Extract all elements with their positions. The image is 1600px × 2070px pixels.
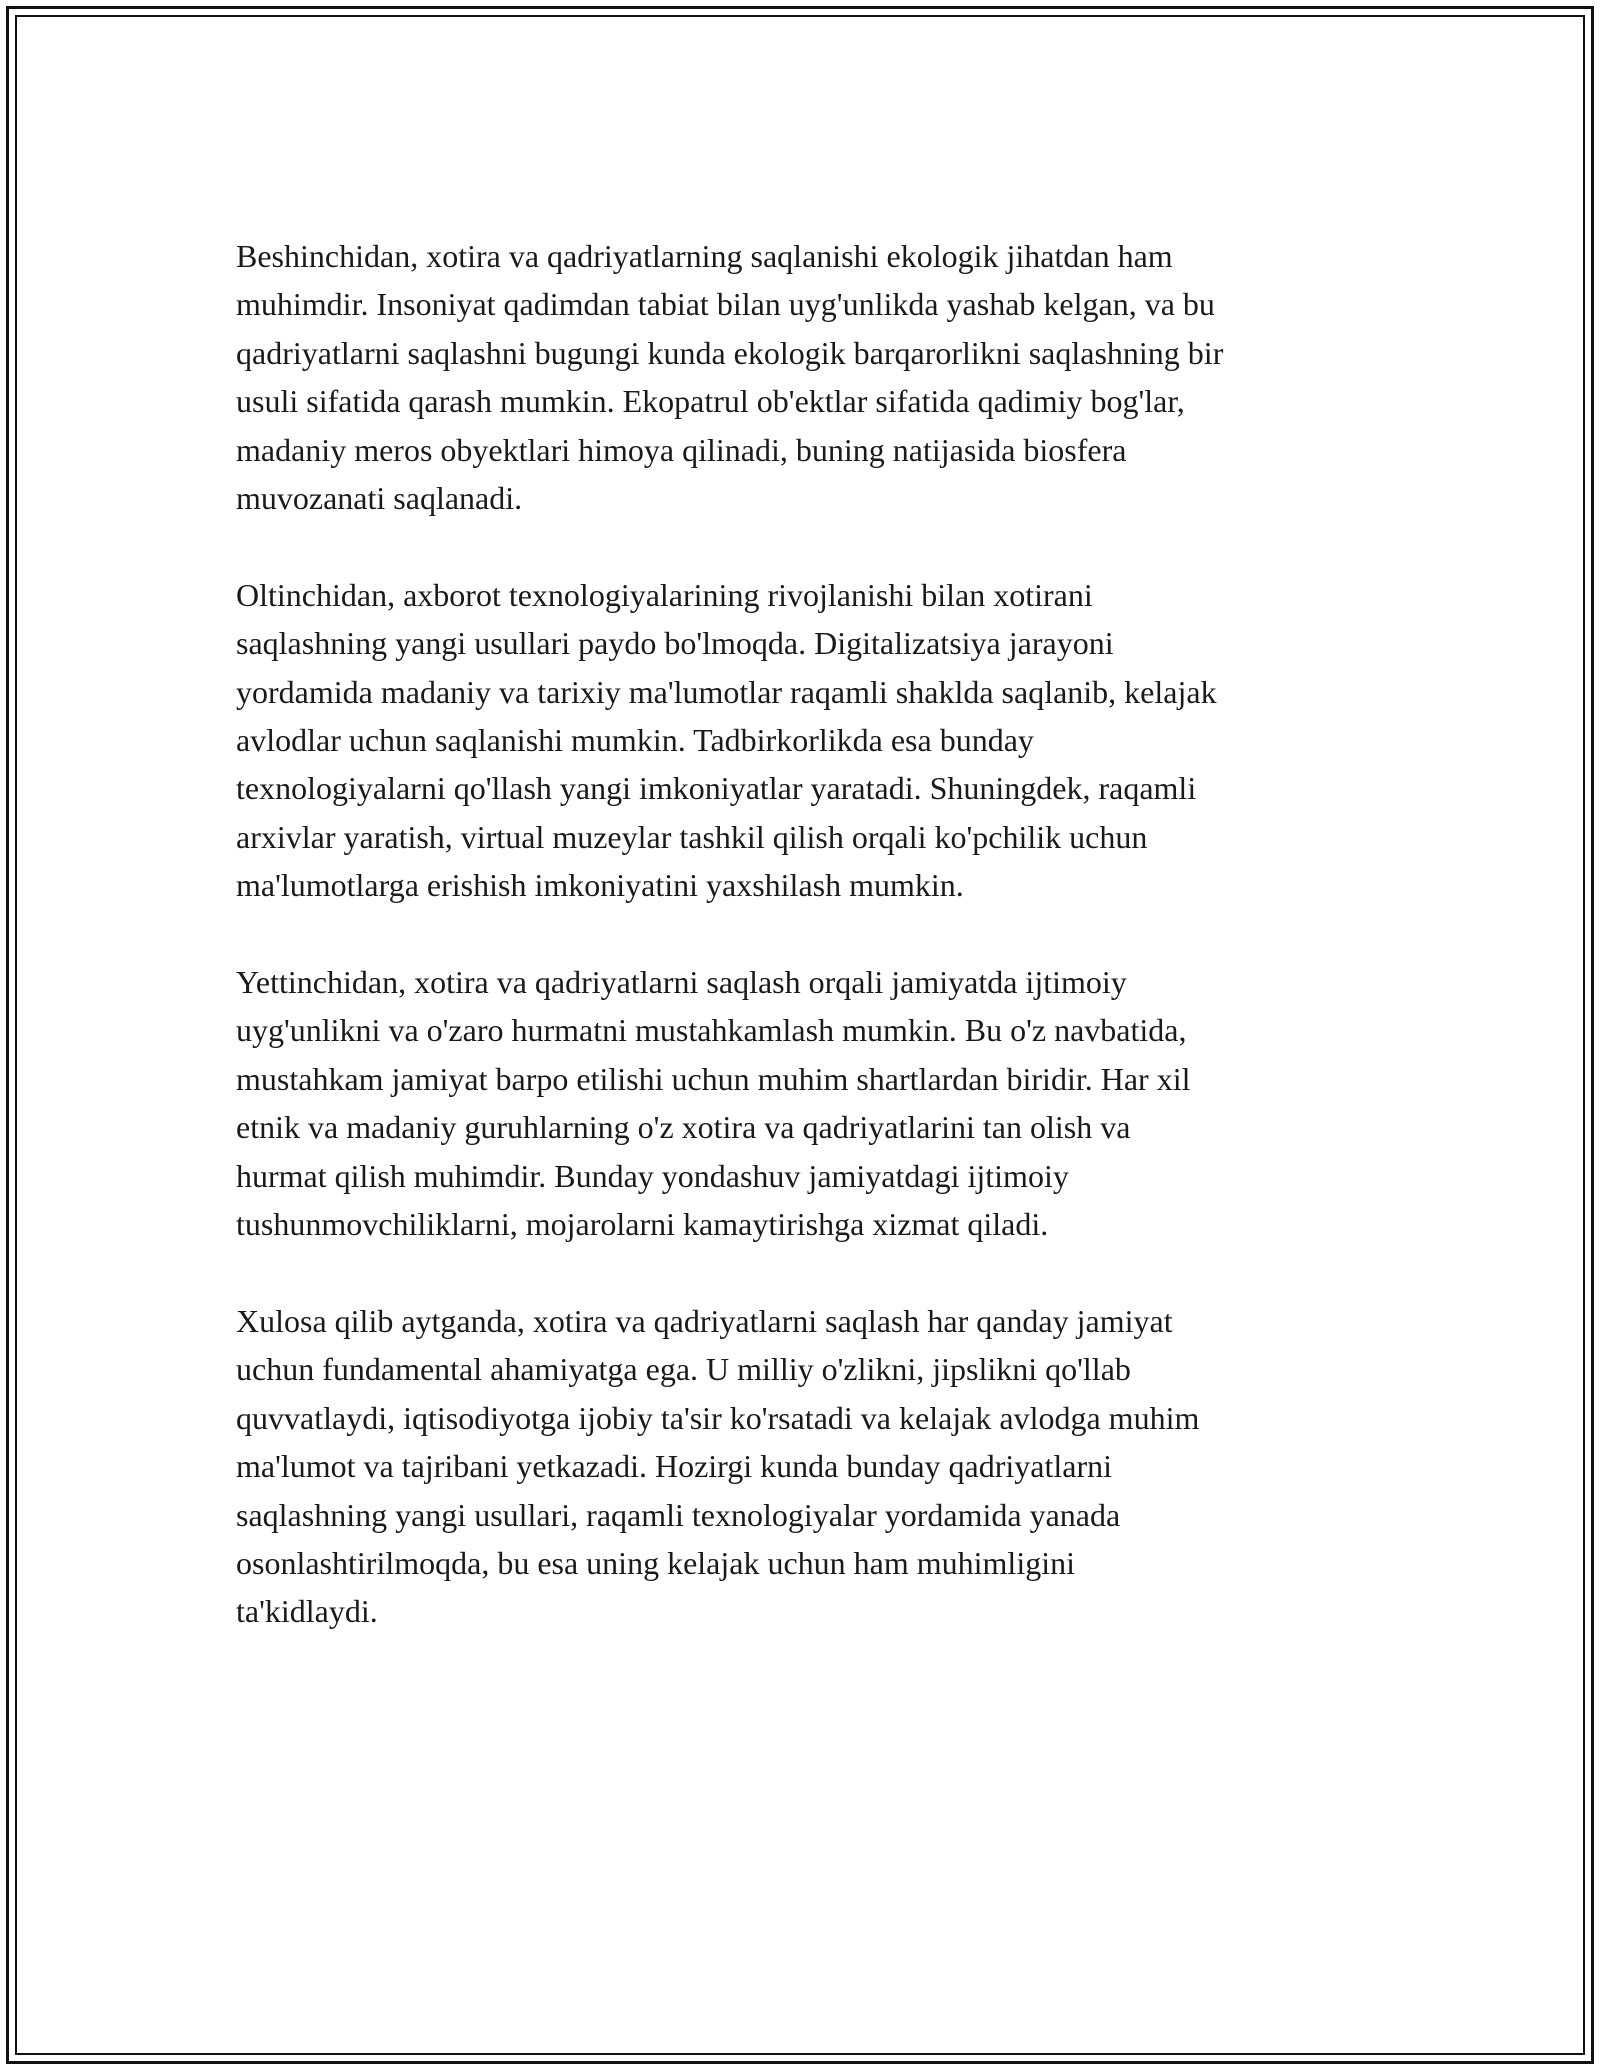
document-body (236, 232, 1386, 1636)
text-line: qadriyatlarni saqlashni bugungi kunda ekologik barqarorlikni saqlashning bir (236, 334, 1224, 371)
text-line: saqlashning yangi usullari, raqamli texnologiyalar yordamida yanada (236, 1496, 1121, 1533)
text-line: muhimdir. Insoniyat qadimdan tabiat bilan uyg'unlikda yashab kelgan, va bu (236, 286, 1215, 323)
text-line: osonlashtirilmoqda, bu esa uning kelajak uchun ham muhimligini (236, 1544, 1075, 1581)
text-line: Beshinchidan, xotira va qadriyatlarning saqlanishi ekologik jihatdan ham (236, 238, 1173, 274)
paragraph-yettinchidan (236, 958, 1386, 1248)
text-line: quvvatlaydi, iqtisodiyotga ijobiy ta'sir ko'rsatadi va kelajak avlodga muhim (236, 1399, 1200, 1436)
paragraph-oltinchidan (236, 571, 1386, 910)
text-line: uyg'unlikni va o'zaro hurmatni mustahkamlash mumkin. Bu o'z navbatida, (236, 1012, 1187, 1049)
text-line: madaniy meros obyektlari himoya qilinadi, buning natijasida biosfera (236, 431, 1127, 468)
paragraph-xulosa (236, 1297, 1386, 1636)
paragraph-beshinchidan (236, 232, 1386, 522)
text-line: ta'kidlaydi. (236, 1593, 378, 1630)
text-line: ma'lumotlarga erishish imkoniyatini yaxshilash mumkin. (236, 867, 964, 904)
text-line: Yettinchidan, xotira va qadriyatlarni saqlash orqali jamiyatda ijtimoiy (236, 964, 1127, 1001)
text-line: Xulosa qilib aytganda, xotira va qadriyatlarni saqlash har qanday jamiyat (236, 1302, 1173, 1339)
text-line: ma'lumot va tajribani yetkazadi. Hozirgi kunda bunday qadriyatlarni (236, 1448, 1113, 1485)
text-line: Oltinchidan, axborot texnologiyalarining rivojlanishi bilan xotirani (236, 576, 1093, 613)
text-line: muvozanati saqlanadi. (236, 480, 523, 517)
text-line: arxivlar yaratish, virtual muzeylar tashkil qilish orqali ko'pchilik uchun (236, 818, 1148, 855)
text-line: saqlashning yangi usullari paydo bo'lmoqda. Digitalizatsiya jarayoni (236, 625, 1114, 662)
text-line: yordamida madaniy va tarixiy ma'lumotlar raqamli shaklda saqlanib, kelajak (236, 673, 1217, 710)
text-line: usuli sifatida qarash mumkin. Ekopatrul ob'ektlar sifatida qadimiy bog'lar, (236, 383, 1185, 420)
text-line: etnik va madaniy guruhlarning o'z xotira va qadriyatlarini tan olish va (236, 1109, 1131, 1146)
text-line: texnologiyalarni qo'llash yangi imkoniyatlar yaratadi. Shuningdek, raqamli (236, 770, 1197, 807)
text-line: uchun fundamental ahamiyatga ega. U milliy o'zlikni, jipslikni qo'llab (236, 1351, 1131, 1388)
text-line: hurmat qilish muhimdir. Bunday yondashuv jamiyatdagi ijtimoiy (236, 1157, 1069, 1194)
text-line: mustahkam jamiyat barpo etilishi uchun muhim shartlardan biridir. Har xil (236, 1060, 1191, 1097)
text-line: avlodlar uchun saqlanishi mumkin. Tadbirkorlikda esa bunday (236, 722, 1034, 759)
text-line: tushunmovchiliklarni, mojarolarni kamaytirishga xizmat qiladi. (236, 1206, 1049, 1243)
